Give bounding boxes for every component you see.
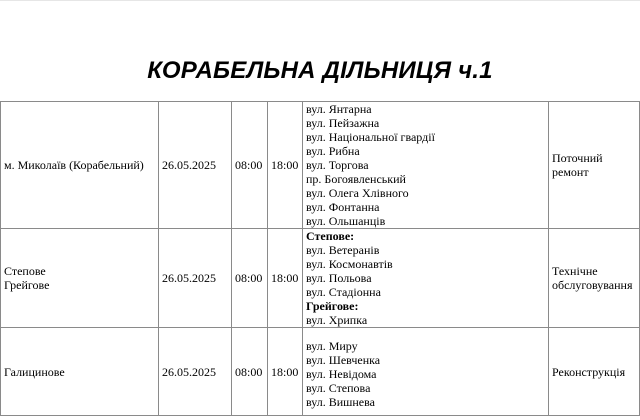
work-type-cell xyxy=(549,102,640,229)
work-type-cell xyxy=(549,229,640,328)
time-from-cell: 08:00 xyxy=(232,229,268,328)
work-type-line: Реконструкція xyxy=(552,364,626,379)
settlement-cell xyxy=(1,229,159,328)
time-from-cell: 08:00 xyxy=(232,328,268,416)
streets-cell xyxy=(303,328,549,416)
settlement-cell: Галицинове xyxy=(1,328,159,416)
street-line: вул. Олега Хлівного xyxy=(306,186,409,200)
time-to-cell: 18:00 xyxy=(268,102,303,229)
street-line: вул. Космонавтів xyxy=(306,257,393,271)
settlement-line: Грейгове xyxy=(4,278,50,292)
table-row xyxy=(1,229,640,328)
street-line: вул. Фонтанна xyxy=(306,200,380,214)
streets-cell xyxy=(303,102,549,229)
street-line: вул. Стадіонна xyxy=(306,285,381,299)
street-line: вул. Хрипка xyxy=(306,313,368,327)
work-type-line: Технічне xyxy=(552,264,598,278)
date-cell: 26.05.2025 xyxy=(159,102,232,229)
table-row xyxy=(1,102,640,229)
date-cell: 26.05.2025 xyxy=(159,328,232,416)
street-line: вул. Шевченка xyxy=(306,353,381,367)
time-to-cell: 18:00 xyxy=(268,229,303,328)
street-line: вул. Рибна xyxy=(306,144,360,158)
date-cell: 26.05.2025 xyxy=(159,229,232,328)
street-line: вул. Янтарна xyxy=(306,102,372,116)
street-line: вул. Пейзажна xyxy=(306,116,380,130)
street-line: вул. Невідома xyxy=(306,367,377,381)
work-type-line: Поточний xyxy=(552,151,603,165)
top-divider xyxy=(0,0,640,1)
street-line: вул. Національної гвардії xyxy=(306,130,435,144)
street-line: пр. Богоявленський xyxy=(306,172,406,186)
table-row xyxy=(1,328,640,416)
streets-cell xyxy=(303,229,549,328)
street-line: вул. Польова xyxy=(306,271,372,285)
street-line: вул. Ольшанців xyxy=(306,214,386,228)
time-to-cell: 18:00 xyxy=(268,328,303,416)
settlement-line: Степове xyxy=(4,264,46,278)
page-title: КОРАБЕЛЬНА ДІЛЬНИЦЯ ч.1 xyxy=(147,57,493,84)
street-line: вул. Миру xyxy=(306,339,358,353)
work-type-line: обслуговування xyxy=(552,278,633,292)
time-from-cell: 08:00 xyxy=(232,102,268,229)
outage-schedule-table xyxy=(0,101,640,416)
settlement-cell: м. Миколаїв (Корабельний) xyxy=(1,102,159,229)
work-type-cell xyxy=(549,328,640,416)
locality-heading: Степове: xyxy=(306,229,355,243)
locality-heading: Грейгове: xyxy=(306,299,359,313)
street-line: вул. Ветеранів xyxy=(306,243,380,257)
street-line: вул. Торгова xyxy=(306,158,369,172)
street-line: вул. Вишнева xyxy=(306,395,375,409)
street-line: вул. Степова xyxy=(306,381,371,395)
work-type-line: ремонт xyxy=(552,165,589,179)
